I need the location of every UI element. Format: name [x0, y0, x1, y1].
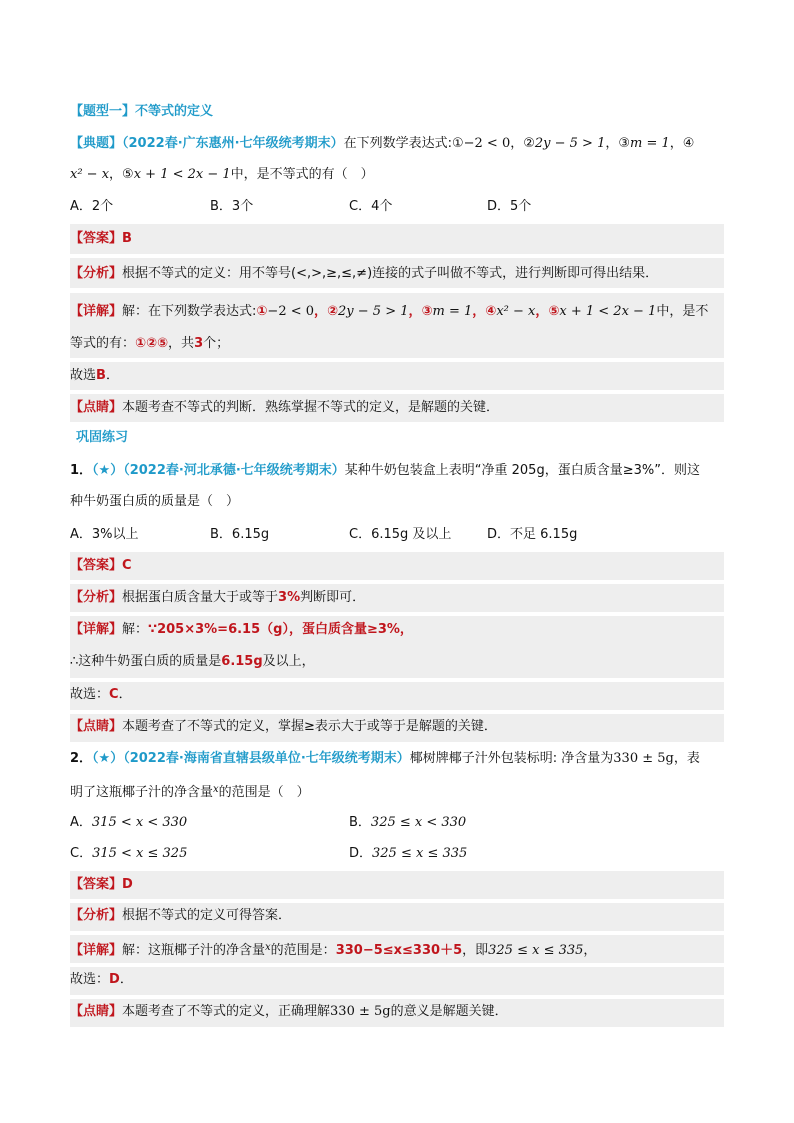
option-a: A．2个 — [70, 199, 114, 214]
q2-stem-line1: 2．（★）（2022春·海南省直辖县级单位·七年级统考期末）椰树牌椰子汁外包装标明: 净含量为330 ± 5g，表 — [70, 751, 700, 766]
choose-block — [70, 682, 724, 710]
q1-options — [70, 525, 724, 545]
option-b: B．325 ≤ x < 330 — [349, 815, 467, 830]
q2-analysis: 【分析】根据不等式的定义可得答案． — [70, 908, 292, 923]
answer-block — [70, 871, 724, 899]
example-comment: 【点睛】本题考查不等式的判断．熟练掌握不等式的定义，是解题的关键． — [70, 400, 500, 415]
option-c: C．4个 — [349, 199, 393, 214]
example-detail-line2: 等式的有：①②⑤，共3个； — [70, 336, 230, 351]
q1-answer: 【答案】C — [70, 558, 132, 573]
practice-title: 巩固练习 — [76, 430, 129, 445]
example-source: （2022春·广东惠州·七年级统考期末） — [122, 136, 344, 151]
example-detail-line1: 【详解】解：在下列数学表达式:①−2 < 0，②2y − 5 > 1，③m = 1，④x² − x，⑤x + 1 < 2x − 1中，是不 — [70, 304, 709, 319]
example-analysis: 【分析】根据不等式的定义：用不等号(<,>,≥,≤,≠)连接的式子叫做不等式，进行判断即可得出结果． — [70, 266, 659, 281]
q1-detail-line2: ∴这种牛奶蛋白质的质量是6.15g及以上， — [70, 654, 315, 669]
q2-detail: 【详解】解：这瓶椰子汁的净含量$^x$的范围是：330−5≤x≤330＋5，即325 ≤ x ≤ 335， — [70, 942, 597, 958]
q1-detail-line1: 【详解】解：∵205×3%=6.15（g），蛋白质含量≥3%， — [70, 622, 413, 637]
choose-block — [70, 362, 724, 390]
section-title: 【题型一】不等式的定义 — [70, 104, 214, 119]
option-c: C．315 < x ≤ 325 — [70, 846, 188, 861]
example-options — [70, 197, 724, 217]
example-stem-line1: 【典题】（2022春·广东惠州·七年级统考期末）在下列数学表达式:①−2 < 0，②2y − 5 > 1，③m = 1，④ — [70, 136, 695, 151]
option-a: A．3%以上 — [70, 527, 139, 542]
option-b: B．3个 — [210, 199, 254, 214]
q2-options-row1 — [70, 813, 724, 833]
answer-block — [70, 552, 724, 580]
q2-comment: 【点睛】本题考查了不等式的定义，正确理解330 ± 5g的意义是解题关键． — [70, 1004, 508, 1019]
option-d: D．5个 — [487, 199, 532, 214]
q1-analysis: 【分析】根据蛋白质含量大于或等于3%判断即可． — [70, 590, 366, 605]
answer-block — [70, 224, 724, 254]
q1-comment: 【点睛】本题考查了不等式的定义，掌握≥表示大于或等于是解题的关键． — [70, 719, 497, 734]
option-a: A．315 < x < 330 — [70, 815, 188, 830]
q1-stem-line2: 种牛奶蛋白质的质量是（ ） — [70, 494, 240, 509]
star-icon: （★） — [92, 751, 124, 766]
option-b: B．6.15g — [210, 527, 270, 542]
star-icon: （★） — [92, 463, 124, 478]
q1-stem-line1: 1．（★）（2022春·河北承德·七年级统考期末）某种牛奶包装盒上表明“净重 205g，蛋白质含量≥3%”．则这 — [70, 463, 700, 478]
example-tag: 【典题】 — [70, 136, 123, 151]
q2-choose: 故选：D． — [70, 972, 133, 987]
option-c: C．6.15g 及以上 — [349, 527, 452, 542]
option-d: D．325 ≤ x ≤ 335 — [349, 846, 468, 861]
q2-stem-line2: 明了这瓶椰子汁的净含量$^x$的范围是（ ） — [70, 784, 310, 800]
q1-choose: 故选：C． — [70, 687, 132, 702]
example-answer: 【答案】B — [70, 231, 132, 246]
q2-options-row2 — [70, 844, 724, 864]
choose-block — [70, 967, 724, 995]
option-d: D．不足 6.15g — [487, 527, 578, 542]
example-choose: 故选B． — [70, 368, 119, 383]
q2-answer: 【答案】D — [70, 877, 133, 892]
example-stem-line2: x² − x，⑤x + 1 < 2x − 1中，是不等式的有（ ） — [70, 167, 374, 182]
